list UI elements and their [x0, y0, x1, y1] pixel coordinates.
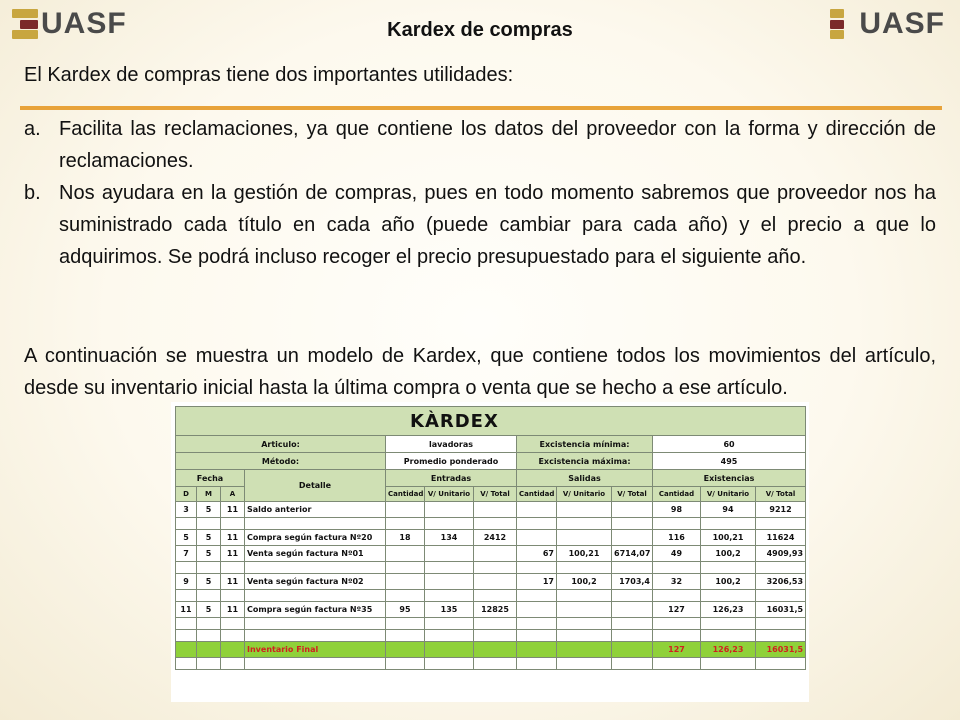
cell-exist-total: 16031,5 [756, 602, 806, 618]
cell-entrada-cantidad [386, 546, 425, 562]
cell-exist-total: 16031,5 [756, 642, 806, 658]
exist-max-value: 495 [653, 453, 806, 470]
metodo-value: Promedio ponderado [386, 453, 517, 470]
cell-detalle: Inventario Final [245, 642, 386, 658]
cell-exist-total: 9212 [756, 502, 806, 518]
kardex-table-image [171, 402, 809, 702]
exist-min-value: 60 [653, 436, 806, 453]
cell-entrada-unitario [425, 574, 474, 590]
kardex-table [175, 406, 806, 670]
cell-entrada-unitario [425, 502, 474, 518]
cell-detalle: Venta según factura Nº02 [245, 574, 386, 590]
m-header: M [197, 487, 221, 502]
empty-row [176, 590, 806, 602]
detalle-header: Detalle [245, 470, 386, 502]
list-item [24, 113, 936, 177]
empty-row [176, 562, 806, 574]
cell-salida-cantidad: 67 [517, 546, 557, 562]
cell-salida-total: 1703,4 [612, 574, 653, 590]
cell-detalle: Saldo anterior [245, 502, 386, 518]
cell-entrada-cantidad [386, 502, 425, 518]
cell-entrada-unitario: 135 [425, 602, 474, 618]
cell-exist-total: 11624 [756, 530, 806, 546]
logo-text: UASF [41, 7, 127, 40]
cell-salida-cantidad [517, 502, 557, 518]
cell-salida-cantidad [517, 530, 557, 546]
cell-exist-cantidad: 127 [653, 602, 701, 618]
empty-row [176, 658, 806, 670]
entradas-unitario-header: V/ Unitario [425, 487, 474, 502]
existencias-unitario-header: V/ Unitario [701, 487, 756, 502]
final-inventory-row [176, 642, 806, 658]
cell-exist-total: 3206,53 [756, 574, 806, 590]
empty-row [176, 618, 806, 630]
kardex-title: KÀRDEX [176, 407, 806, 436]
cell-exist-unitario: 100,21 [701, 530, 756, 546]
cell-m: 5 [197, 602, 221, 618]
cell-entrada-cantidad: 95 [386, 602, 425, 618]
exist-min-label: Excistencia mínima: [517, 436, 653, 453]
cell-a: 11 [221, 502, 245, 518]
cell-a: 11 [221, 530, 245, 546]
list-marker: b. [24, 182, 41, 204]
cell-salida-cantidad [517, 602, 557, 618]
cell-d: 11 [176, 602, 197, 618]
table-row [176, 602, 806, 618]
cell-m: 5 [197, 574, 221, 590]
cell-entrada-unitario [425, 546, 474, 562]
cell-entrada-cantidad: 18 [386, 530, 425, 546]
cell-d: 3 [176, 502, 197, 518]
cell-m: 5 [197, 502, 221, 518]
cell-exist-cantidad: 49 [653, 546, 701, 562]
cell-m: 5 [197, 530, 221, 546]
cell-entrada-total [474, 574, 517, 590]
list-marker: a. [24, 118, 41, 140]
metodo-label: Método: [176, 453, 386, 470]
a-header: A [221, 487, 245, 502]
accent-divider [20, 106, 942, 110]
closing-paragraph: A continuación se muestra un modelo de Kardex, que contiene todos los movimientos del artículo, desde su inventario inicial hasta la última compra o venta que se hecho a ese artículo. [24, 345, 936, 399]
table-row [176, 574, 806, 590]
cell-entrada-unitario: 134 [425, 530, 474, 546]
table-row [176, 546, 806, 562]
utility-list [24, 113, 936, 273]
cell-salida-total: 6714,07 [612, 546, 653, 562]
cell-entrada-total [474, 546, 517, 562]
cell-a: 11 [221, 546, 245, 562]
cell-detalle: Compra según factura Nº20 [245, 530, 386, 546]
cell-detalle: Venta según factura Nº01 [245, 546, 386, 562]
cell-exist-cantidad: 116 [653, 530, 701, 546]
entradas-header: Entradas [386, 470, 517, 487]
cell-salida-total [612, 602, 653, 618]
salidas-total-header: V/ Total [612, 487, 653, 502]
empty-row [176, 630, 806, 642]
cell-exist-cantidad: 98 [653, 502, 701, 518]
cell-exist-total: 4909,93 [756, 546, 806, 562]
logo-text: UASF [859, 7, 945, 40]
page-title: Kardex de compras [387, 19, 573, 41]
salidas-header: Salidas [517, 470, 653, 487]
cell-d: 5 [176, 530, 197, 546]
cell-salida-unitario: 100,21 [557, 546, 612, 562]
list-text: Nos ayudara en la gestión de compras, pues en todo momento sabremos que proveedor nos ha suministrado cada título en cada año (puede cambiar para cada año) y el precio a que lo adquirimos. Se podrá incluso recoger el precio presupuestado para el siguiente año. [59, 182, 936, 268]
articulo-label: Articulo: [176, 436, 386, 453]
cell-detalle: Compra según factura Nº35 [245, 602, 386, 618]
cell-salida-unitario [557, 530, 612, 546]
cell-entrada-total: 2412 [474, 530, 517, 546]
cell-salida-total [612, 530, 653, 546]
salidas-unitario-header: V/ Unitario [557, 487, 612, 502]
entradas-total-header: V/ Total [474, 487, 517, 502]
cell-salida-unitario: 100,2 [557, 574, 612, 590]
cell-exist-unitario: 100,2 [701, 574, 756, 590]
cell-salida-total [612, 502, 653, 518]
cell-exist-unitario: 94 [701, 502, 756, 518]
empty-row [176, 518, 806, 530]
cell-a: 11 [221, 574, 245, 590]
cell-exist-cantidad: 127 [653, 642, 701, 658]
salidas-cantidad-header: Cantidad [517, 487, 557, 502]
cell-salida-unitario [557, 502, 612, 518]
d-header: D [176, 487, 197, 502]
cell-exist-unitario: 100,2 [701, 546, 756, 562]
cell-d: 7 [176, 546, 197, 562]
existencias-cantidad-header: Cantidad [653, 487, 701, 502]
intro-text: El Kardex de compras tiene dos importantes utilidades: [24, 64, 514, 86]
cell-a: 11 [221, 602, 245, 618]
cell-exist-cantidad: 32 [653, 574, 701, 590]
list-text: Facilita las reclamaciones, ya que contiene los datos del proveedor con la forma y dirección de reclamaciones. [59, 118, 936, 172]
cell-exist-unitario: 126,23 [701, 602, 756, 618]
cell-entrada-cantidad [386, 574, 425, 590]
table-row [176, 530, 806, 546]
cell-entrada-total [474, 502, 517, 518]
cell-entrada-total: 12825 [474, 602, 517, 618]
list-item [24, 177, 936, 273]
existencias-total-header: V/ Total [756, 487, 806, 502]
cell-salida-cantidad: 17 [517, 574, 557, 590]
articulo-value: lavadoras [386, 436, 517, 453]
exist-max-label: Excistencia máxima: [517, 453, 653, 470]
existencias-header: Existencias [653, 470, 806, 487]
cell-exist-unitario: 126,23 [701, 642, 756, 658]
cell-d: 9 [176, 574, 197, 590]
cell-salida-unitario [557, 602, 612, 618]
entradas-cantidad-header: Cantidad [386, 487, 425, 502]
fecha-header: Fecha [176, 470, 245, 487]
table-row [176, 502, 806, 518]
cell-m: 5 [197, 546, 221, 562]
